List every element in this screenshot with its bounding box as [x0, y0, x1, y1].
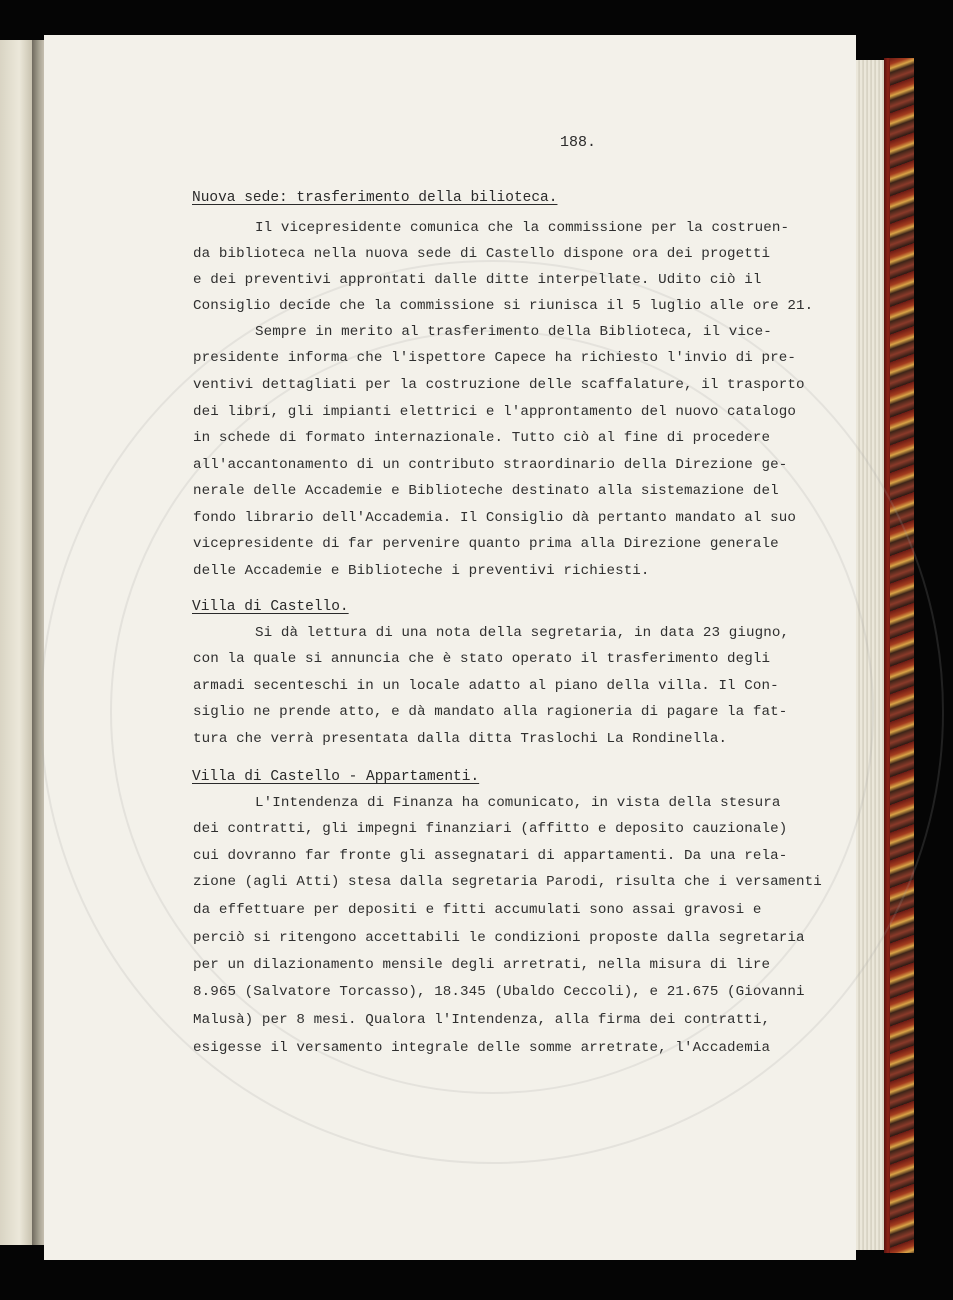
text-line: zione (agli Atti) stesa dalla segretaria Parodi, risulta che i versamenti [193, 874, 822, 890]
text-line: in schede di formato internazionale. Tutto ciò al fine di procedere [193, 430, 771, 446]
text-line: Il vicepresidente comunica che la commissione per la costruen- [255, 220, 790, 236]
text-line: vicepresidente di far pervenire quanto prima alla Direzione generale [193, 536, 779, 552]
marbled-cover [890, 58, 914, 1253]
text-line: Si dà lettura di una nota della segretaria, in data 23 giugno, [255, 625, 790, 641]
text-line: ventivi dettagliati per la costruzione delle scaffalature, il trasporto [193, 377, 805, 393]
document-page [44, 35, 856, 1260]
text-line: Consiglio decide che la commissione si riunisca il 5 luglio alle ore 21. [193, 298, 814, 314]
text-line: Malusà) per 8 mesi. Qualora l'Intendenza, alla firma dei contratti, [193, 1012, 771, 1028]
text-line: 8.965 (Salvatore Torcasso), 18.345 (Ubaldo Ceccoli), e 21.675 (Giovanni [193, 984, 805, 1000]
text-line: e dei preventivi approntati dalle ditte interpellate. Udito ciò il [193, 272, 762, 288]
text-line: per un dilazionamento mensile degli arretrati, nella misura di lire [193, 957, 771, 973]
text-line: tura che verrà presentata dalla ditta Traslochi La Rondinella. [193, 731, 728, 747]
text-line: delle Accademie e Biblioteche i preventivi richiesti. [193, 563, 650, 579]
text-line: all'accantonamento di un contributo straordinario della Direzione ge- [193, 457, 788, 473]
left-page-edge [0, 40, 32, 1245]
section-heading-villa-di-castello: Villa di Castello. [192, 599, 349, 615]
text-line: perciò si ritengono accettabili le condizioni proposte dalla segretaria [193, 930, 805, 946]
text-line: dei libri, gli impianti elettrici e l'approntamento del nuovo catalogo [193, 404, 796, 420]
section-heading-appartamenti: Villa di Castello - Appartamenti. [192, 769, 480, 785]
text-line: cui dovranno far fronte gli assegnatari di appartamenti. Da una rela- [193, 848, 788, 864]
text-line: esigesse il versamento integrale delle somme arretrate, l'Accademia [193, 1040, 771, 1056]
text-line: con la quale si annuncia che è stato operato il trasferimento degli [193, 651, 771, 667]
page-number: 188. [560, 134, 597, 151]
text-line: da effettuare per depositi e fitti accumulati sono assai gravosi e [193, 902, 762, 918]
text-line: da biblioteca nella nuova sede di Castello dispone ora dei progetti [193, 246, 771, 262]
text-line: siglio ne prende atto, e dà mandato alla ragioneria di pagare la fat- [193, 704, 788, 720]
text-line: presidente informa che l'ispettore Capece ha richiesto l'invio di pre- [193, 350, 796, 366]
text-line: dei contratti, gli impegni finanziari (affitto e deposito cauzionale) [193, 821, 788, 837]
text-line: fondo librario dell'Accademia. Il Consiglio dà pertanto mandato al suo [193, 510, 796, 526]
text-line: nerale delle Accademie e Biblioteche destinato alla sistemazione del [193, 483, 779, 499]
text-line: armadi secenteschi in un locale adatto al piano della villa. Il Con- [193, 678, 779, 694]
section-heading-nuova-sede: Nuova sede: trasferimento della bilioteca. [192, 190, 558, 206]
text-line: Sempre in merito al trasferimento della Biblioteca, il vice- [255, 324, 772, 340]
text-line: L'Intendenza di Finanza ha comunicato, in vista della stesura [255, 795, 781, 811]
